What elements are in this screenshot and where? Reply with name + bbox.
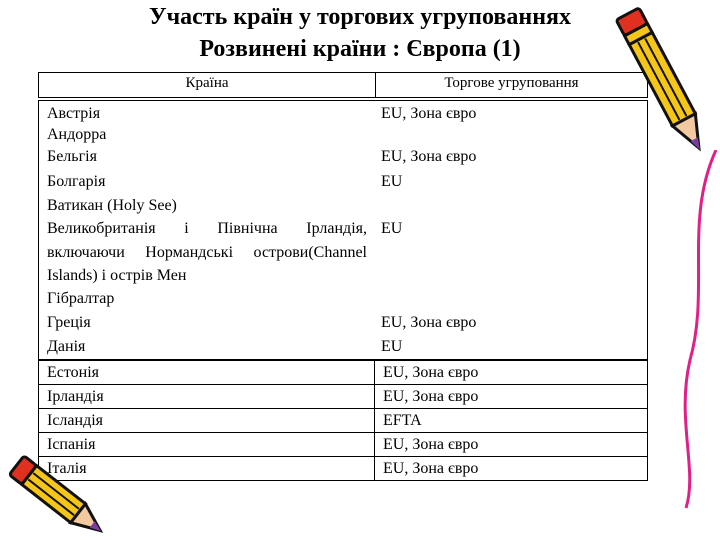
pencil-icon xyxy=(0,452,112,540)
table-row-country: Гібралтар xyxy=(47,290,115,307)
table-row xyxy=(39,457,648,481)
table-row-country: Ісландія xyxy=(39,409,375,433)
table-row-group: EU xyxy=(381,338,403,355)
decorative-curve-icon xyxy=(676,150,720,510)
table-row xyxy=(39,361,648,385)
table-row-group: EU xyxy=(381,173,403,190)
header-country: Країна xyxy=(39,73,376,97)
table-row-group: EU, Зона євро xyxy=(375,361,648,385)
table-row-country: Естонія xyxy=(39,361,375,385)
table-row-country: Данія xyxy=(47,338,86,355)
table-row-country: Бельгія xyxy=(47,148,97,165)
slide-subtitle: Розвинені країни : Європа (1) xyxy=(199,36,521,62)
table-block-rows xyxy=(38,100,648,360)
table-row xyxy=(39,433,648,457)
table-row-country: Андорра xyxy=(47,126,107,143)
table-row-group: EU, Зона євро xyxy=(375,433,648,457)
table-row-country: Болгарія xyxy=(47,173,106,190)
table-row-country: включаючи Нормандські острови(Channel xyxy=(47,244,367,261)
table-row xyxy=(39,385,648,409)
table-row-country: Великобританія і Північна Ірландія, xyxy=(47,220,367,237)
table-row-country: Італія xyxy=(39,457,375,481)
table-row xyxy=(39,409,648,433)
table-bottom-rows xyxy=(38,360,648,481)
table-row-group: EFTA xyxy=(375,409,648,433)
table-row-country: Ватикан (Holy See) xyxy=(47,197,177,214)
table-row-group: EU, Зона євро xyxy=(375,457,648,481)
header-group: Торгове угруповання xyxy=(444,75,579,91)
table-row-group: EU xyxy=(381,220,403,237)
table-row-country: Греція xyxy=(47,314,91,331)
table-row-country: Islands) і острів Мен xyxy=(47,267,187,284)
pencil-icon xyxy=(612,0,720,168)
table-header xyxy=(38,72,648,98)
table-row-group: EU, Зона євро xyxy=(381,105,477,122)
slide-title: Участь країн у торгових угрупованнях xyxy=(148,4,572,30)
table-row-country: Ірландія xyxy=(39,385,375,409)
table-row-country: Австрія xyxy=(47,105,101,122)
table-row-group: EU, Зона євро xyxy=(381,148,477,165)
table-row-group: EU, Зона євро xyxy=(375,385,648,409)
table-row-country: Іспанія xyxy=(39,433,375,457)
table-row-group: EU, Зона євро xyxy=(381,314,477,331)
